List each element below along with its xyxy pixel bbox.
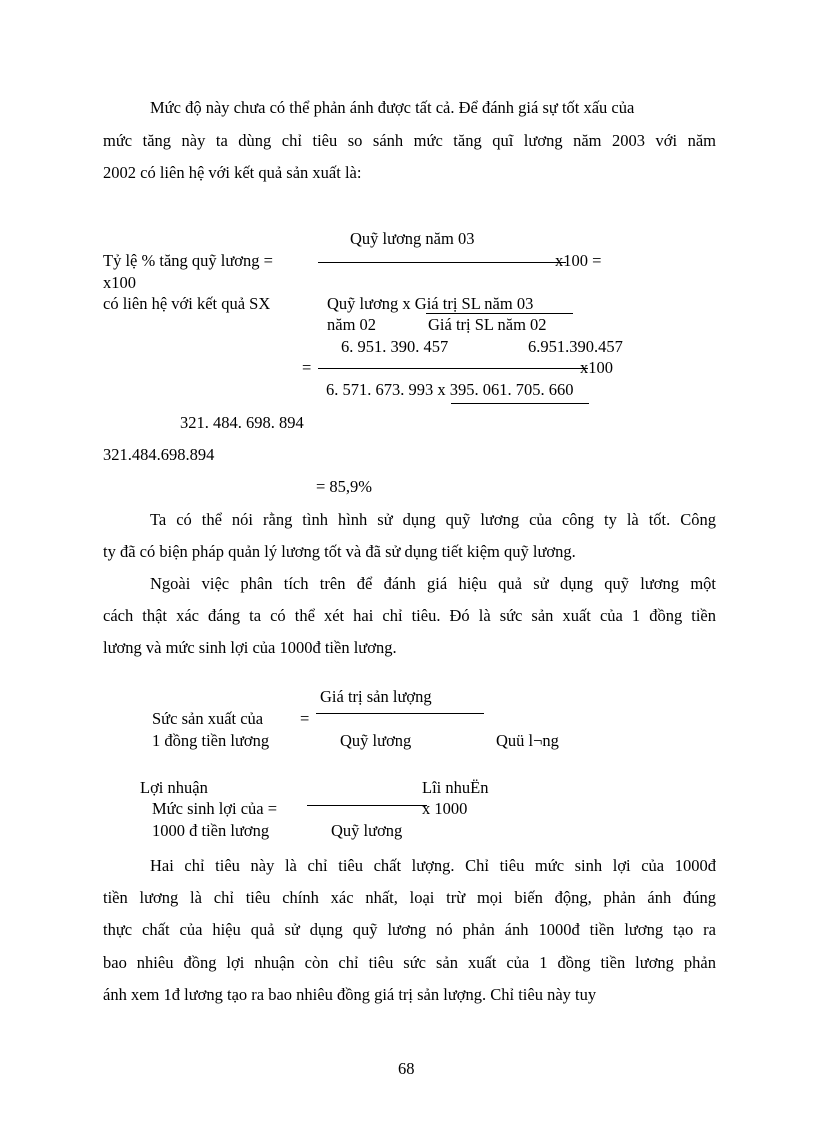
para3-line-2: cách thật xác đáng ta có thể xét hai chỉ tiêu. Đó là sức sản xuất của 1 đồng tiền bbox=[103, 606, 716, 625]
formula1-value-fraction-line bbox=[318, 368, 588, 369]
para4-line-3: thực chất của hiệu quả sử dụng quỹ lương nó phản ánh 1000đ tiền lương tạo ra bbox=[103, 920, 716, 939]
formula2-numerator: Giá trị sản lượng bbox=[320, 687, 432, 706]
formula2-eq: = bbox=[300, 709, 310, 728]
para4-line-2: tiền lương là chỉ tiêu chính xác nhất, loại trừ mọi biến động, phản ánh đúng bbox=[103, 888, 716, 907]
formula3-x1000: x 1000 bbox=[422, 799, 468, 818]
formula1-result: = 85,9% bbox=[316, 477, 373, 496]
formula3-fraction-line bbox=[307, 805, 427, 806]
formula3-label-2: 1000 đ tiền lương bbox=[152, 821, 270, 840]
para3-line-3: lương và mức sinh lợi của 1000đ tiền lương. bbox=[103, 638, 397, 657]
formula1-num-value-1: 6. 951. 390. 457 bbox=[341, 337, 449, 356]
formula2-fraction-line bbox=[316, 713, 484, 714]
formula1-eq: = bbox=[302, 358, 312, 377]
page-number: 68 bbox=[398, 1059, 415, 1078]
formula1-num-value-2: 6.951.390.457 bbox=[528, 337, 623, 356]
formula2-denominator: Quỹ lương bbox=[340, 731, 412, 750]
formula1-left-label-2: có liên hệ với kết quả SX bbox=[103, 294, 271, 313]
formula1-denominator-a: Quỹ lương x Giá trị SL năm 03 bbox=[327, 294, 534, 313]
formula1-value-b: 321.484.698.894 bbox=[103, 445, 215, 464]
formula1-denominator-b: năm 02 bbox=[327, 315, 377, 334]
formula1-den-value: 6. 571. 673. 993 x 395. 061. 705. 660 bbox=[326, 380, 574, 399]
para2-line-1: Ta có thể nói rằng tình hình sử dụng quỹ lương của công ty là tốt. Công bbox=[150, 510, 716, 529]
formula3-denominator: Quỹ lương bbox=[331, 821, 403, 840]
formula3-top-left: Lợi nhuận bbox=[140, 778, 208, 797]
formula1-left-label-1: Tỷ lệ % tăng quỹ lương = bbox=[103, 251, 273, 270]
formula1-x100-eq: x100 = bbox=[555, 251, 602, 270]
formula2-stray-text: Quü l¬ng bbox=[496, 731, 559, 750]
para4-line-1: Hai chỉ tiêu này là chỉ tiêu chất lượng. Chỉ tiêu mức sinh lợi của 1000đ bbox=[150, 856, 716, 875]
para1-line-3: 2002 có liên hệ với kết quả sản xuất là: bbox=[103, 163, 362, 182]
para3-line-1: Ngoài việc phân tích trên để đánh giá hiệu quả sử dụng quỹ lương một bbox=[150, 574, 716, 593]
formula1-numerator: Quỹ lương năm 03 bbox=[350, 229, 475, 248]
formula2-label-2: 1 đồng tiền lương bbox=[152, 731, 270, 750]
formula1-value-a: 321. 484. 698. 894 bbox=[180, 413, 304, 432]
formula1-sub-fraction-line bbox=[426, 313, 573, 314]
formula1-denominator-c: Giá trị SL năm 02 bbox=[428, 315, 547, 334]
para1-line-1: Mức độ này chưa có thể phản ánh được tất cả. Để đánh giá sự tốt xấu của bbox=[150, 98, 635, 117]
formula3-top-right: Lîi nhuËn bbox=[422, 778, 489, 797]
para4-line-5: ánh xem 1đ lương tạo ra bao nhiêu đồng giá trị sản lượng. Chỉ tiêu này tuy bbox=[103, 985, 597, 1004]
formula3-label-1: Mức sinh lợi của = bbox=[152, 799, 278, 818]
para1-line-2: mức tăng này ta dùng chỉ tiêu so sánh mức tăng quĩ lương năm 2003 với năm bbox=[103, 131, 716, 150]
formula1-den-underline bbox=[451, 403, 589, 404]
formula1-x100-a: x100 bbox=[103, 273, 136, 292]
formula2-label-1: Sức sản xuất của bbox=[152, 709, 264, 728]
para4-line-4: bao nhiêu đồng lợi nhuận còn chỉ tiêu sức sản xuất của 1 đồng tiền lương phản bbox=[103, 953, 716, 972]
formula1-fraction-line bbox=[318, 262, 566, 263]
para2-line-2: ty đã có biện pháp quản lý lương tốt và đã sử dụng tiết kiệm quỹ lương. bbox=[103, 542, 576, 561]
formula1-x100-b: x100 bbox=[580, 358, 613, 377]
